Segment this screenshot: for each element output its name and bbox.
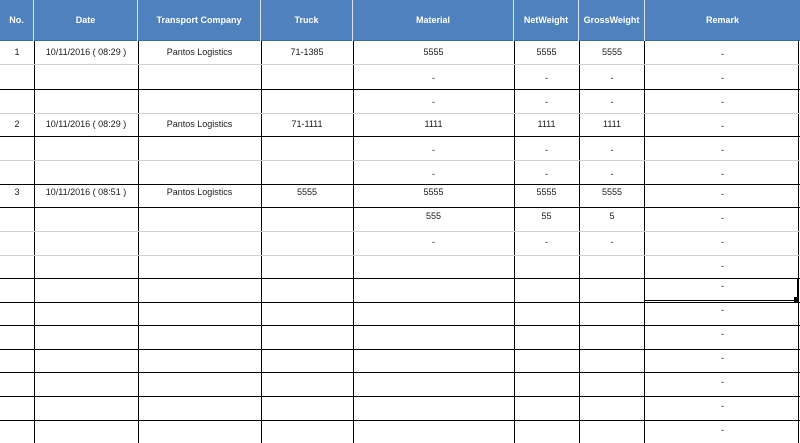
cell-net[interactable]: 5555 bbox=[536, 47, 557, 57]
cell-no[interactable] bbox=[0, 205, 34, 228]
cell-gross[interactable] bbox=[579, 273, 645, 296]
cell-remark[interactable]: - bbox=[721, 145, 724, 155]
cell-company[interactable] bbox=[138, 369, 261, 392]
cell-truck[interactable] bbox=[261, 321, 353, 344]
cell-date[interactable] bbox=[34, 65, 138, 88]
cell-no[interactable] bbox=[0, 297, 34, 320]
cell-no[interactable] bbox=[0, 369, 34, 392]
cell-date[interactable]: 10/11/2016 ( 08:29 ) bbox=[45, 119, 127, 129]
cell-gross[interactable] bbox=[579, 297, 645, 320]
cell-net[interactable]: 5555 bbox=[536, 187, 557, 197]
cell-gross[interactable]: - bbox=[610, 237, 614, 247]
cell-company[interactable]: Pantos Logistics bbox=[166, 47, 233, 57]
cell-truck[interactable] bbox=[261, 417, 353, 440]
cell-date[interactable]: 10/11/2016 ( 08:51 ) bbox=[45, 187, 127, 197]
cell-truck[interactable] bbox=[261, 273, 353, 296]
header-net-weight[interactable]: NetWeight bbox=[514, 0, 579, 41]
header-transport-company[interactable]: Transport Company bbox=[138, 0, 261, 41]
cell-material[interactable]: - bbox=[432, 237, 435, 247]
header-no[interactable]: No. bbox=[0, 0, 34, 41]
cell-date[interactable] bbox=[34, 297, 138, 320]
cell-material[interactable]: - bbox=[432, 169, 435, 179]
cell-material[interactable]: - bbox=[432, 97, 435, 107]
cell-gross[interactable]: 5555 bbox=[601, 187, 623, 197]
cell-remark[interactable]: - bbox=[721, 377, 724, 387]
cell-remark[interactable]: - bbox=[721, 169, 724, 179]
cell-no[interactable] bbox=[0, 345, 34, 368]
cell-date[interactable] bbox=[34, 369, 138, 392]
cell-net[interactable] bbox=[514, 345, 579, 368]
cell-net[interactable] bbox=[514, 321, 579, 344]
cell-remark[interactable]: - bbox=[721, 189, 724, 199]
cell-no[interactable] bbox=[0, 137, 34, 160]
header-remark[interactable]: Remark bbox=[705, 15, 740, 25]
cell-material[interactable]: - bbox=[432, 73, 435, 83]
cell-date[interactable] bbox=[34, 417, 138, 440]
cell-date[interactable]: 10/11/2016 ( 08:29 ) bbox=[45, 47, 127, 57]
selected-cell[interactable] bbox=[644, 278, 798, 301]
cell-company[interactable] bbox=[138, 393, 261, 416]
cell-net[interactable]: 1111 bbox=[537, 119, 556, 129]
cell-remark[interactable]: - bbox=[721, 281, 724, 291]
cell-no[interactable]: 3 bbox=[14, 187, 20, 197]
cell-date[interactable] bbox=[34, 321, 138, 344]
cell-material[interactable]: 555 bbox=[425, 211, 442, 221]
cell-material[interactable] bbox=[353, 417, 514, 440]
cell-company[interactable] bbox=[138, 345, 261, 368]
cell-company[interactable] bbox=[138, 321, 261, 344]
cell-net[interactable]: - bbox=[545, 97, 548, 107]
cell-company[interactable] bbox=[138, 273, 261, 296]
data-grid bbox=[0, 41, 800, 443]
cell-remark[interactable]: - bbox=[721, 401, 724, 411]
cell-no[interactable] bbox=[0, 229, 34, 252]
cell-truck[interactable] bbox=[261, 345, 353, 368]
cell-company[interactable] bbox=[138, 297, 261, 320]
cell-remark[interactable]: - bbox=[721, 97, 724, 107]
cell-material[interactable] bbox=[353, 369, 514, 392]
cell-material[interactable]: - bbox=[432, 145, 435, 155]
cell-date[interactable] bbox=[34, 273, 138, 296]
cell-material[interactable] bbox=[353, 273, 514, 296]
cell-no[interactable]: 1 bbox=[14, 47, 20, 57]
cell-company[interactable] bbox=[138, 205, 261, 228]
cell-remark[interactable]: - bbox=[721, 329, 724, 339]
cell-remark[interactable]: - bbox=[721, 237, 724, 247]
cell-remark[interactable]: - bbox=[721, 353, 724, 363]
cell-net[interactable] bbox=[514, 417, 579, 440]
cell-remark[interactable]: - bbox=[721, 73, 724, 83]
cell-company[interactable] bbox=[138, 89, 261, 112]
cell-no[interactable] bbox=[0, 273, 34, 296]
cell-truck[interactable]: 71-1385 bbox=[290, 47, 324, 57]
cell-gross[interactable] bbox=[579, 369, 645, 392]
fill-handle[interactable] bbox=[794, 297, 799, 302]
cell-no[interactable] bbox=[0, 89, 34, 112]
cell-date[interactable] bbox=[34, 137, 138, 160]
cell-truck[interactable] bbox=[261, 65, 353, 88]
cell-net[interactable]: 55 bbox=[541, 211, 552, 221]
cell-gross[interactable] bbox=[579, 393, 645, 416]
cell-truck[interactable] bbox=[261, 369, 353, 392]
cell-gross[interactable] bbox=[579, 345, 645, 368]
cell-date[interactable] bbox=[34, 205, 138, 228]
cell-no[interactable]: 2 bbox=[14, 119, 20, 129]
cell-truck[interactable] bbox=[261, 89, 353, 112]
cell-truck[interactable] bbox=[261, 205, 353, 228]
cell-net[interactable]: - bbox=[545, 145, 548, 155]
cell-gross[interactable]: - bbox=[610, 97, 614, 107]
cell-net[interactable] bbox=[514, 297, 579, 320]
cell-remark[interactable]: - bbox=[721, 49, 724, 59]
cell-gross[interactable]: 5 bbox=[609, 211, 615, 221]
cell-gross[interactable]: - bbox=[610, 169, 614, 179]
cell-truck[interactable] bbox=[261, 229, 353, 252]
cell-truck[interactable]: 5555 bbox=[296, 187, 318, 197]
cell-remark[interactable]: - bbox=[721, 121, 724, 131]
cell-net[interactable]: - bbox=[545, 237, 548, 247]
cell-net[interactable] bbox=[514, 369, 579, 392]
cell-no[interactable] bbox=[0, 393, 34, 416]
cell-gross[interactable]: 1111 bbox=[602, 119, 622, 129]
cell-net[interactable] bbox=[514, 393, 579, 416]
cell-net[interactable] bbox=[514, 273, 579, 296]
cell-material[interactable] bbox=[353, 297, 514, 320]
cell-company[interactable]: Pantos Logistics bbox=[166, 187, 233, 197]
cell-company[interactable]: Pantos Logistics bbox=[166, 119, 233, 129]
header-material[interactable]: Material bbox=[353, 0, 514, 41]
cell-date[interactable] bbox=[34, 89, 138, 112]
cell-net[interactable]: - bbox=[545, 73, 548, 83]
cell-material[interactable] bbox=[353, 393, 514, 416]
cell-truck[interactable]: 71-1111 bbox=[291, 119, 323, 129]
cell-no[interactable] bbox=[0, 321, 34, 344]
cell-material[interactable]: 5555 bbox=[423, 47, 444, 57]
cell-date[interactable] bbox=[34, 393, 138, 416]
cell-gross[interactable] bbox=[579, 417, 645, 440]
cell-material[interactable] bbox=[353, 345, 514, 368]
cell-gross[interactable]: - bbox=[610, 73, 614, 83]
cell-gross[interactable] bbox=[579, 321, 645, 344]
cell-company[interactable] bbox=[138, 417, 261, 440]
cell-company[interactable] bbox=[138, 65, 261, 88]
cell-material[interactable]: 1111 bbox=[424, 119, 443, 129]
cell-date[interactable] bbox=[34, 229, 138, 252]
cell-company[interactable] bbox=[138, 229, 261, 252]
cell-truck[interactable] bbox=[261, 393, 353, 416]
cell-remark[interactable]: - bbox=[721, 213, 724, 223]
cell-material[interactable]: 5555 bbox=[423, 187, 444, 197]
cell-no[interactable] bbox=[0, 65, 34, 88]
cell-remark[interactable]: - bbox=[721, 305, 724, 315]
header-row bbox=[0, 0, 800, 41]
cell-net[interactable]: - bbox=[545, 169, 548, 179]
cell-date[interactable] bbox=[34, 345, 138, 368]
cell-truck[interactable] bbox=[261, 137, 353, 160]
cell-material[interactable] bbox=[353, 321, 514, 344]
cell-remark[interactable]: - bbox=[721, 425, 724, 435]
cell-gross[interactable]: 5555 bbox=[601, 47, 623, 57]
cell-no[interactable] bbox=[0, 417, 34, 440]
cell-company[interactable] bbox=[138, 137, 261, 160]
cell-truck[interactable] bbox=[261, 297, 353, 320]
cell-remark[interactable]: - bbox=[721, 261, 724, 271]
cell-gross[interactable]: - bbox=[610, 145, 614, 155]
header-truck[interactable]: Truck bbox=[261, 0, 353, 41]
header-gross-weight[interactable]: GrossWeight bbox=[579, 0, 645, 41]
header-date[interactable]: Date bbox=[34, 0, 138, 41]
